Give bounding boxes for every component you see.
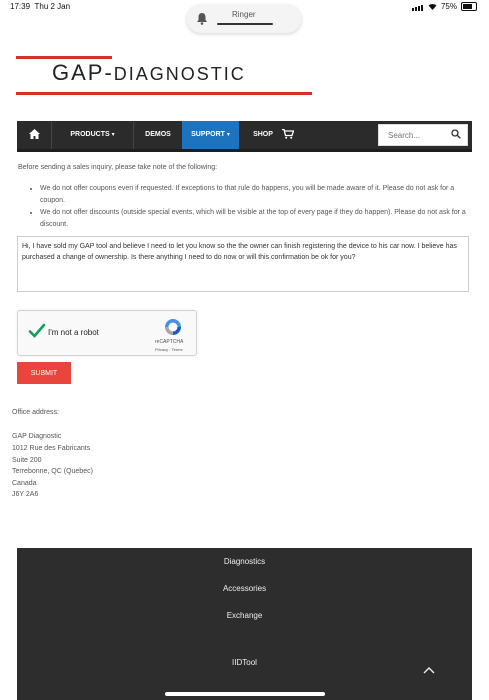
office-line: J6Y 2A6 [12,491,39,498]
footer-link-diagnostics[interactable]: Diagnostics [223,557,266,566]
nav-cart[interactable] [277,121,299,149]
office-line: GAP Diagnostic [12,433,62,440]
home-indicator[interactable] [165,692,325,696]
footer-link-exchange[interactable]: Exchange [226,611,263,620]
checkmark-icon[interactable] [28,322,46,340]
ringer-notification [187,5,301,33]
home-icon [29,129,40,139]
site-logo[interactable] [16,50,316,100]
list-item: • We do not offer discounts (outside special events, which will be visible at the top of every page if they do happen). Please do not ask for a discount. [40,207,470,231]
nav-support[interactable]: SUPPORT ▾ [182,121,239,149]
search-icon[interactable] [451,129,461,139]
recaptcha-label: I'm not a robot [48,328,99,337]
footer-link-accessories[interactable]: Accessories [222,584,267,593]
bell-icon [195,12,209,26]
chevron-up-icon[interactable] [422,665,436,675]
submit-button[interactable]: SUBMIT [17,362,71,384]
office-line: 1012 Rue des Fabricants [12,445,91,452]
search-box [378,124,468,146]
recaptcha-logo-icon [163,317,183,337]
office-line: Canada [12,480,37,487]
site-footer [17,548,472,700]
status-time: 17:39 Thu 2 Jan [10,2,71,11]
chevron-down-icon: ▾ [226,132,230,138]
logo-text: GAP-DIAGNOSTIC [52,60,246,85]
office-line: Suite 200 [12,457,42,464]
battery-icon [461,2,477,11]
search-input[interactable] [386,130,450,141]
notice-list [30,183,470,231]
ringer-label: Ringer [232,10,256,19]
list-item: • We do not offer coupons even if requested. If exceptions to that rule do happens, you will be made aware of it. Please do not ask for a coupon. [40,183,470,207]
status-indicators [412,2,477,11]
message-field[interactable] [17,236,469,292]
office-heading: Office address: [12,409,59,416]
office-line: Terrebonne, QC (Quebec) [12,468,93,475]
chevron-down-icon: ▾ [111,132,115,138]
recaptcha-brand: reCAPTCHA [155,339,184,345]
nav-home[interactable] [17,121,51,149]
nav-products[interactable]: PRODUCTS ▾ [70,131,115,138]
wifi-icon [428,3,437,10]
signal-icon [412,2,424,11]
intro-text: Before sending a sales inquiry, please take note of the following: [18,164,218,171]
logo-bottom-line [16,92,312,95]
logo-top-line [16,56,112,59]
recaptcha-widget [17,310,197,356]
footer-link-iidtool[interactable]: IIDTool [232,658,257,667]
battery-percentage: 75% [440,2,457,11]
nav-demos[interactable]: DEMOS [145,131,171,138]
cart-icon [282,129,294,139]
ringer-volume-bar [217,23,273,25]
recaptcha-terms[interactable]: Privacy - Terms [155,347,183,352]
nav-shop[interactable]: SHOP [253,131,273,138]
